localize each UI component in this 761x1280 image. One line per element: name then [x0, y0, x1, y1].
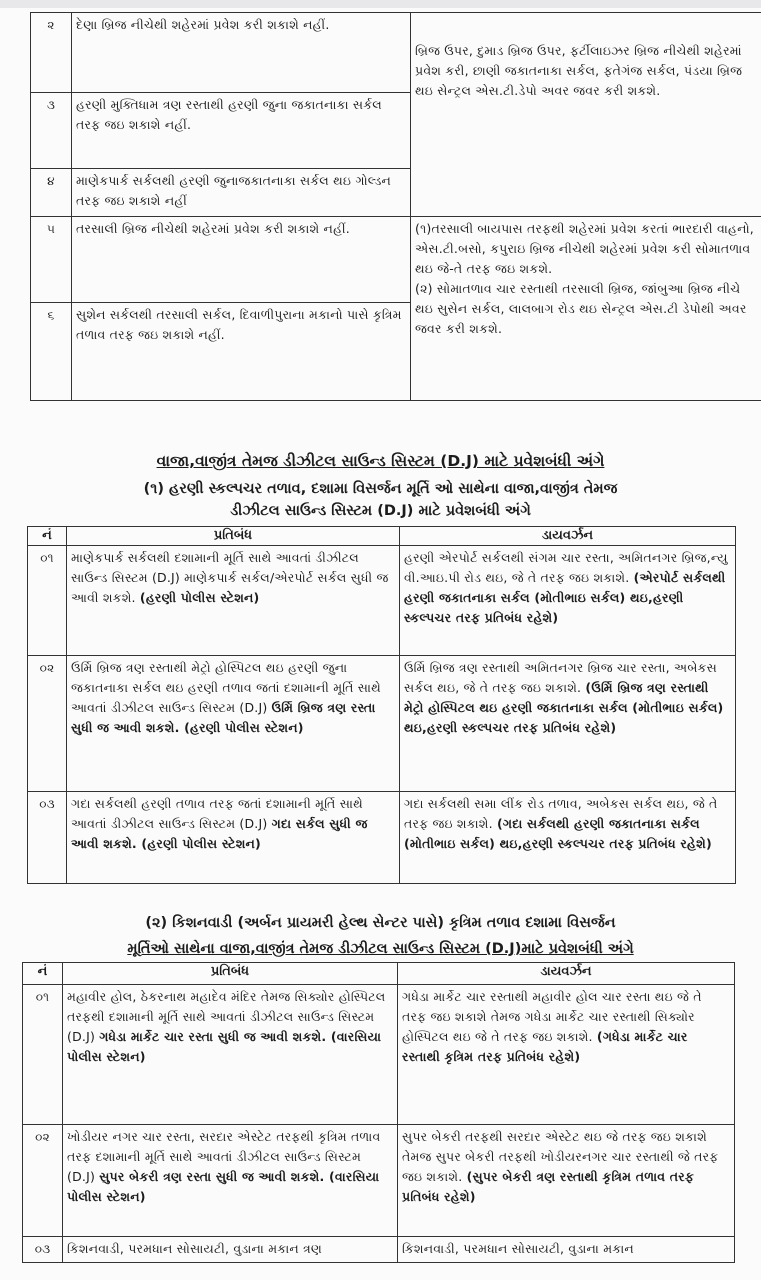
table-row [28, 656, 736, 792]
restriction-text: ઉર્મિ બ્રિજ ત્રણ રસ્તાથી મેટ્રો હોસ્પિટલ થઇ હરણી જુના જકાતનાકા સર્કલ થઇ હરણી તળાવ જતાં દશામાની મૂર્તિ સાથે આવતાં ડીઝીટલ સાઉન્ડ સિસ્ટમ (D.J) [71, 660, 381, 715]
restriction-bold: ગદા સર્કલ સુધી જ આવી શકશે. (હરણી પોલીસ સ્ટેશન) [71, 816, 368, 851]
restriction-text: ખોડીયર નગર ચાર રસ્તા, સરદાર એસ્ટેટ તરફથી કૃત્રિમ તળાવ તરફ દશામાની મૂર્તિ સાથે આવતાં ડીઝીટલ સાઉન્ડ સિસ્ટમ (D.J) [67, 1129, 381, 1184]
diversion-cell [400, 546, 736, 656]
table-row [31, 217, 761, 303]
restriction-cell: કિશનવાડી, પરમધાન સોસાયટી, વુડાના મકાન ત્રણ [63, 1237, 398, 1263]
row-number: ૦૧ [28, 546, 67, 656]
restriction-cell: તરસાલી બ્રિજ નીચેથી શહેરમાં પ્રવેશ કરી શકાશે નહીં. [72, 217, 411, 303]
main-heading: વાજા,વાજીંત્ર તેમજ ડીઝીટલ સાઉન્ડ સિસ્ટમ (D.J) માટે પ્રવેશબંધી અંગે [156, 452, 605, 470]
diversion-text: હરણી એરપોર્ટ સર્કલથી સંગમ ચાર રસ્તા, અમિતનગર બ્રિજ,ન્યુ વી.આઇ.પી રોડ થઇ, જે તે તરફ જઇ શકાશે. [404, 550, 728, 585]
header-number: નં [23, 963, 63, 985]
row-number: ૦૩ [23, 1237, 63, 1263]
diversion-bold: (ગધેડા માર્કેટ ચાર રસ્તાથી કૃત્રિમ તરફ પ્રતિબંધ રહેશે) [402, 1029, 688, 1064]
diversion-text: ગદા સર્કલથી સમા લીંક રોડ તળાવ, અબેકસ સર્કલ થઇ, જે તે તરફ જઇ શકાશે. [404, 796, 718, 831]
diversion-cell [400, 656, 736, 792]
table-road-closures [30, 12, 761, 401]
restriction-text: મહાવીર હોલ, ઠેકરનાથ મહાદેવ મંદિર તેમજ સિક્યોર હોસ્પિટલ તરફથી દશામાની મૂર્તિ સાથે આવતાં ડીઝીટલ સાઉન્ડ સિસ્ટમ (D.J) [67, 989, 386, 1044]
row-number: ૪ [31, 169, 72, 217]
section1-title-line2: ડીઝીટલ સાઉન્ડ સિસ્ટમ (D.J) માટે પ્રવેશબંધી અંગે [230, 503, 531, 519]
restriction-bold: ઉર્મિ બ્રિજ ત્રણ રસ્તા સુધી જ આવી શકશે. (હરણી પોલીસ સ્ટેશન) [71, 700, 376, 735]
table-row [23, 1125, 735, 1237]
restriction-cell [63, 985, 398, 1125]
row-number: ૬ [31, 303, 72, 401]
table-section1 [27, 526, 736, 884]
diversion-cell [398, 1125, 735, 1237]
table-header-row [23, 963, 735, 985]
diversion-text: સુપર બેકરી તરફથી સરદાર એસ્ટેટ થઇ જે તરફ જઇ શકાશે તેમજ સુપર બેકરી તરફથી ખોડીયરનગર ચાર રસ્તાથી જે તરફ જઇ શકાશે. [402, 1129, 719, 1184]
restriction-cell: સુશેન સર્કલથી તરસાલી સર્કલ, દિવાળીપુરાના મકાનો પાસે કૃત્રિમ તળાવ તરફ જઇ શકાશે નહીં. [72, 303, 411, 401]
header-restriction: પ્રતિબંધ [63, 963, 398, 985]
table-section2 [22, 962, 735, 1263]
restriction-text: ગદા સર્કલથી હરણી તળાવ તરફ જતાં દશામાની મૂર્તિ સાથે આવતાં ડીઝીટલ સાઉન્ડ સિસ્ટમ (D.J) [71, 796, 363, 831]
diversion-cell [411, 13, 761, 217]
section2-title-line2: મૂર્તિઓ સાથેના વાજા,વાજીંત્ર તેમજ ડીઝીટલ સાઉન્ડ સિસ્ટમ (D.J)માટે પ્રવેશબંધી અંગે [127, 941, 634, 957]
diversion-cell [411, 217, 761, 401]
diversion-bold: (ઉર્મિ બ્રિજ ત્રણ રસ્તાથી મેટ્રો હોસ્પિટલ થઇ હરણી જકાતનાકા સર્કલ (મોતીભાઇ સર્કલ) થઇ,હરણી સ્કલ્પચર તરફ પ્રતિબંધ રહેશે) [404, 680, 724, 735]
table-header-row [28, 527, 736, 546]
diversion-bold: (એરપોર્ટ સર્કલથી હરણી જકાતનાકા સર્કલ (મોતીભાઇ સર્કલ) થઇ,હરણી સ્કલ્પચર તરફ પ્રતિબંધ રહેશે) [404, 570, 726, 625]
diversion-bold: (ગદા સર્કલથી હરણી જકાતનાકા સર્કલ (મોતીભાઇ સર્કલ) થઇ,હરણી સ્કલ્પચર તરફ પ્રતિબંધ રહેશે) [404, 816, 712, 851]
table-row [23, 985, 735, 1125]
header-diversion: ડાયવર્ઝન [400, 527, 736, 546]
restriction-text: માણેકપાર્ક સર્કલથી દશામાની મૂર્તિ સાથે આવતાં ડીઝીટલ સાઉન્ડ સિસ્ટમ (D.J) માણેકપાર્ક સર્કલ/એરપોર્ટ સર્કલ સુધી જ આવી શકશે. [71, 550, 389, 605]
diversion-text: બ્રિજ ઉપર, દુમાડ બ્રિજ ઉપર, ફર્ટીલાઇઝર બ્રિજ નીચેથી શહેરમાં પ્રવેશ કરી, છાણી જકાતનાકા સર્કલ, ફતેગંજ સર્કલ, પંડયા બ્રિજ થઇ સેન્ટ્રલ એસ.ટી.ડેપો અવર જવર કરી શકશે. [415, 43, 743, 98]
restriction-cell [67, 792, 400, 884]
section1-title-line1: (૧) હરણી સ્કલ્પચર તળાવ, દશામા વિસર્જન મૂર્તિ ઓ સાથેના વાજા,વાજીંત્ર તેમજ [143, 481, 618, 497]
restriction-bold: ગધેડા માર્કેટ ચાર રસ્તા સુધી જ આવી શકશે. (વારસિયા પોલીસ સ્ટેશન) [67, 1029, 382, 1064]
diversion-text: ઉર્મિ બ્રિજ ત્રણ રસ્તાથી અમિતનગર બ્રિજ ચાર રસ્તા, અબેકસ સર્કલ થઇ, જે તે તરફ જઇ શકાશે. [404, 660, 717, 695]
diversion-text: (૨) સોમાતળાવ ચાર રસ્તાથી તરસાલી બ્રિજ, જાંબુઆ બ્રિજ નીચે થઇ સુસેન સર્કલ, લાલબાગ રોડ થઇ સેન્ટ્રલ એસ.ટી ડેપોથી અવર જવર કરી શકશે. [415, 281, 747, 336]
header-restriction: પ્રતિબંધ [67, 527, 400, 546]
diversion-cell [400, 792, 736, 884]
restriction-bold: (હરણી પોલીસ સ્ટેશન) [139, 590, 260, 605]
row-number: ૩ [31, 93, 72, 169]
restriction-cell [63, 1125, 398, 1237]
diversion-text: ગધેડા માર્કેટ ચાર રસ્તાથી મહાવીર હોલ ચાર રસ્તા થઇ જે તે તરફ જઇ શકાશે તેમજ ગધેડા માર્કેટ ચાર રસ્તાથી સિક્યોર હોસ્પિટલ થઇ જે તે તરફ જઇ શકાશે. [402, 989, 702, 1044]
restriction-cell: દેણા બ્રિજ નીચેથી શહેરમાં પ્રવેશ કરી શકાશે નહીં. [72, 13, 411, 93]
restriction-cell [67, 656, 400, 792]
row-number: ૫ [31, 217, 72, 303]
row-number: ૦૨ [23, 1125, 63, 1237]
table-row [28, 792, 736, 884]
restriction-cell [67, 546, 400, 656]
row-number: ૦૧ [23, 985, 63, 1125]
diversion-text: (૧)તરસાલી બાયપાસ તરફથી શહેરમાં પ્રવેશ કરતાં ભારદારી વાહનો, એસ.ટી.બસો, કપુરાઇ બ્રિજ નીચેથી શહેરમાં પ્રવેશ કરી સોમાતળાવ થઇ જે-તે તરફ જઇ શકશે. [415, 221, 754, 276]
section2-title-line1: (૨) કિશનવાડી (અર્બન પ્રાયમરી હેલ્થ સેન્ટર પાસે) કૃત્રિમ તળાવ દશામા વિસર્જન [145, 915, 616, 931]
table-row [28, 546, 736, 656]
table-row [23, 1237, 735, 1263]
row-number: ૦૨ [28, 656, 67, 792]
row-number: ૦૩ [28, 792, 67, 884]
header-number: નં [28, 527, 67, 546]
restriction-cell: માણેકપાર્ક સર્કલથી હરણી જુનાજકાતનાકા સર્કલ થઇ ગોલ્ડન તરફ જઇ શકાશે નહીં [72, 169, 411, 217]
table-row [31, 13, 761, 93]
row-number: ૨ [31, 13, 72, 93]
restriction-cell: હરણી મુક્તિધામ ત્રણ રસ્તાથી હરણી જુના જકાતનાકા સર્કલ તરફ જઇ શકાશે નહીં. [72, 93, 411, 169]
diversion-bold: (સુપર બેકરી ત્રણ રસ્તાથી કૃત્રિમ તળાવ તરફ પ્રતિબંધ રહેશે) [402, 1169, 695, 1204]
header-diversion: ડાયવર્ઝન [398, 963, 735, 985]
diversion-cell: કિશનવાડી, પરમધાન સોસાયટી, વુડાના મકાન [398, 1237, 735, 1263]
diversion-cell [398, 985, 735, 1125]
top-bar [0, 0, 761, 8]
restriction-bold: સુપર બેકરી ત્રણ રસ્તા સુધી જ આવી શકશે. (વારસિયા પોલીસ સ્ટેશન) [67, 1169, 380, 1204]
